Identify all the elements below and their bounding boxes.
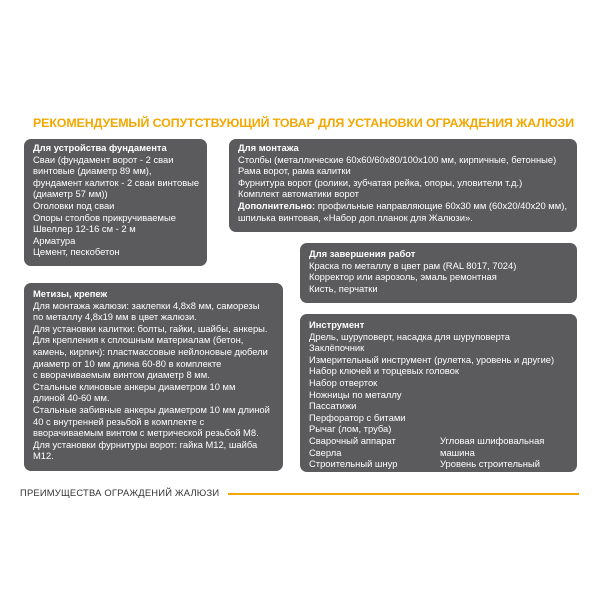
finish-line: Корректор или аэрозоль, эмаль ремонтная (309, 271, 497, 283)
hardware-title: Метизы, крепеж (33, 288, 108, 299)
footer-divider (228, 493, 579, 495)
finish-title: Для завершения работ (309, 248, 416, 259)
tools-line: Заклёпочник (309, 342, 365, 354)
hardware-line: Для крепления к сплошным материалам (бетон, (33, 334, 244, 346)
hardware-line: диаметр от 10 мм длина 60-80 в комплекте (33, 357, 222, 369)
hardware-line: Для установки калитки: болты, гайки, шайбы, анкеры. (33, 322, 268, 334)
foundation-line: (диаметр 57 мм)) (33, 188, 108, 200)
mount-card (229, 139, 577, 232)
mount-title: Для монтажа (238, 142, 299, 153)
tools-item: Угловая шлифовальная (440, 434, 545, 446)
hardware-line: вворачиваемым винтом с метрической резьбой M8. (33, 427, 259, 439)
tools-two-columns (309, 435, 568, 470)
tools-item: Сварочный аппарат (309, 434, 396, 446)
tools-line: Набор отверток (309, 376, 378, 388)
hardware-line: Стальные забивные анкеры диаметром 10 мм длиной (33, 403, 270, 415)
hardware-card (24, 283, 283, 471)
hardware-line: камень, кирпич): пластмассовые нейлоновые дюбели (33, 345, 268, 357)
foundation-line: Арматура (33, 234, 76, 246)
tools-item: машина (440, 446, 475, 458)
hardware-line: Для установки фурнитуры ворот: гайка M12, шайба (33, 438, 258, 450)
hardware-line: M12. (33, 450, 54, 462)
foundation-line: Швеллер 12-16 см - 2 м (33, 223, 136, 235)
mount-line: Столбы (металлические 60x60/60x80/100x100 мм, кирпичные, бетонные) (238, 153, 557, 165)
tools-card (300, 314, 577, 472)
mount-line: Фурнитура ворот (ролики, зубчатая рейка, опоры, уловители т.д.) (238, 176, 523, 188)
foundation-title: Для устройства фундамента (33, 142, 167, 153)
tools-column-right (440, 435, 567, 470)
hardware-line: с вворачиваемым винтом диаметр 8 мм. (33, 369, 210, 381)
tools-item: Уровень строительный (440, 458, 540, 470)
foundation-line: Цемент, пескобетон (33, 246, 120, 258)
tools-line: Измерительный инструмент (рулетка, уровень и другие) (309, 353, 555, 365)
foundation-card (24, 139, 207, 266)
tools-line: Рычаг (лом, труба) (309, 423, 392, 435)
tools-title: Инструмент (309, 319, 365, 330)
tools-line: Набор ключей и торцевых головок (309, 365, 459, 377)
hardware-line: 40 с внутренней резьбой в комплекте с (33, 415, 205, 427)
mount-extra-label: Дополнительно: (238, 199, 316, 211)
tools-line: Пассатижи (309, 400, 357, 412)
page-headline: РЕКОМЕНДУЕМЫЙ СОПУТСТВУЮЩИЙ ТОВАР ДЛЯ УСТАНОВКИ ОГРАЖДЕНИЯ ЖАЛЮЗИ (33, 116, 575, 130)
hardware-line: длиной 40-60 мм. (33, 392, 110, 404)
hardware-line: Стальные клиновые анкеры диаметром 10 мм (33, 380, 236, 392)
mount-extra-line (238, 200, 568, 212)
mount-extra-text: профильные направляющие 60x30 мм (60x20/40x20 мм), (315, 199, 567, 211)
foundation-line: винтовые (диаметр 89 мм), (33, 165, 152, 177)
foundation-line: Оголовки под сваи (33, 199, 115, 211)
hardware-line: Для монтажа жалюзи: заклепки 4,8x8 мм, саморезы (33, 299, 260, 311)
footer-section-title: ПРЕИМУЩЕСТВА ОГРАЖДЕНИЙ ЖАЛЮЗИ (20, 487, 220, 498)
tools-line: Дрель, шуруповерт, насадка для шуруповерта (309, 330, 510, 342)
tools-item: Сверла (309, 446, 342, 458)
mount-line: Комплект автоматики ворот (238, 188, 359, 200)
tools-item: Строительный шнур (309, 458, 398, 470)
foundation-line: Сваи (фундамент ворот - 2 сваи (33, 153, 174, 165)
mount-line: Рама ворот, рама калитки (238, 165, 351, 177)
mount-extra-line-2: шпилька винтовая, «Набор доп.планок для Жалюзи». (238, 211, 473, 223)
tools-column-left (309, 435, 440, 470)
foundation-line: фундамент калиток - 2 сваи винтовые (33, 176, 200, 188)
finish-line: Краска по металлу в цвет рам (RAL 8017, 7024) (309, 259, 517, 271)
foundation-line: Опоры столбов прикручиваемые (33, 211, 176, 223)
finish-line: Кисть, перчатки (309, 282, 378, 294)
tools-line: Перфоратор с битами (309, 411, 406, 423)
tools-line: Ножницы по металлу (309, 388, 402, 400)
hardware-line: по металлу 4,8x19 мм в цвет жалюзи. (33, 311, 197, 323)
finish-card (300, 243, 577, 303)
